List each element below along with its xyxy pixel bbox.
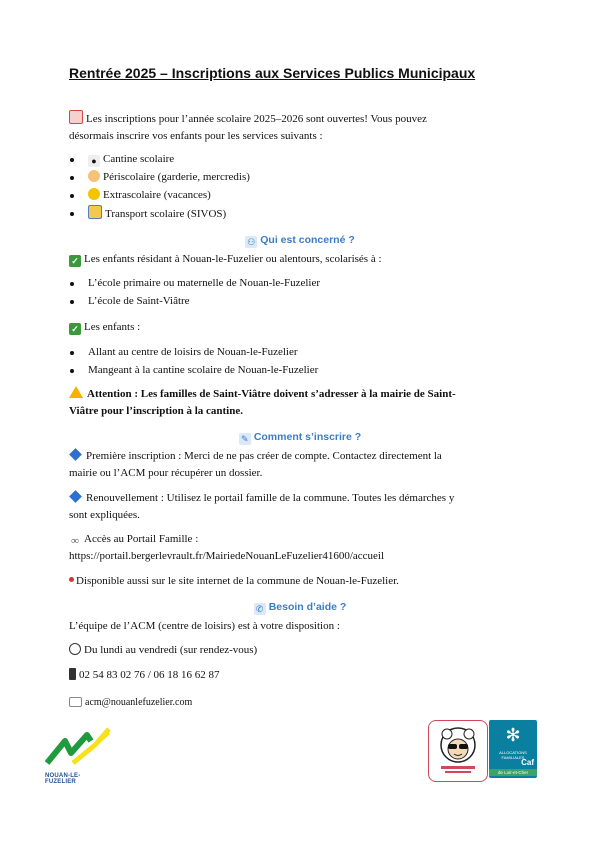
intro-line-1: Les inscriptions pour l’année scolaire 2025–2026 sont ouvertes! Vous pouvez bbox=[86, 113, 427, 125]
list-item: Extrascolaire (vacances) bbox=[69, 187, 531, 205]
plate-icon: ● bbox=[88, 155, 100, 167]
intro-line-2: désormais inscrire vos enfants pour les services suivants : bbox=[69, 130, 323, 142]
list-item: L’école primaire ou maternelle de Nouan-le-Fuzelier bbox=[69, 275, 531, 293]
children-list bbox=[69, 344, 531, 380]
warning-note: Attention : Les familles de Saint-Viâtre doivent s’adresser à la mairie de Saint- Viâtre pour l’inscription à la cantine. bbox=[69, 388, 456, 417]
check-icon: ✓ bbox=[69, 323, 81, 335]
section-heading-help: ✆ Besoin d’aide ? bbox=[69, 601, 531, 615]
team-line: L’équipe de l’ACM (centre de loisirs) est à votre disposition : bbox=[69, 620, 340, 632]
email-line bbox=[69, 694, 531, 711]
renewal-paragraph: Renouvellement : Utilisez le portail famille de la commune. Toutes les démarches y sont expliquées. bbox=[69, 492, 455, 521]
caf-brand: Caf bbox=[521, 758, 534, 767]
snowflake-icon: ✻ bbox=[505, 724, 521, 745]
clock-icon bbox=[69, 643, 81, 655]
first-registration-paragraph: Première inscription : Merci de ne pas créer de compte. Contactez directement la mairie ou l’ACM pour récupérer un dossier. bbox=[69, 450, 442, 479]
link-icon: ∞ bbox=[71, 535, 79, 547]
website-note: Disponible aussi sur le site internet de la commune de Nouan-le-Fuzelier. bbox=[69, 573, 531, 590]
children-intro: ✓ Les enfants : bbox=[69, 319, 531, 336]
town-logo-graphic bbox=[45, 727, 111, 767]
town-logo-label: NOUAN-LE-FUZELIER bbox=[45, 773, 81, 785]
list-item: Allant au centre de loisirs de Nouan-le-Fuzelier bbox=[69, 344, 531, 362]
list-item: Mangeant à la cantine scolaire de Nouan-le-Fuzelier bbox=[69, 362, 531, 380]
list-item: L’école de Saint-Viâtre bbox=[69, 293, 531, 311]
list-item: Périscolaire (garderie, mercredis) bbox=[69, 169, 531, 187]
phone-icon: ✆ bbox=[254, 603, 266, 615]
list-item: Transport scolaire (SIVOS) bbox=[69, 205, 531, 223]
services-list bbox=[69, 151, 531, 223]
diamond-icon bbox=[69, 448, 82, 461]
caf-subtitle: ALLOCATIONS FAMILIALES bbox=[499, 750, 527, 760]
town-logo bbox=[45, 727, 111, 785]
section-heading-who: ⚇ Qui est concerné ? bbox=[247, 234, 355, 247]
child-icon bbox=[88, 170, 100, 182]
portal-paragraph: ∞ Accès au Portail Famille : https://portail.bergerlevrault.fr/MairiedeNouanLeFuzelier41600/accueil bbox=[69, 531, 531, 565]
residents-intro: ✓ Les enfants résidant à Nouan-le-Fuzelier ou alentours, scolarisés à : bbox=[69, 251, 531, 268]
mobile-icon bbox=[69, 668, 76, 680]
people-icon: ⚇ bbox=[247, 237, 256, 247]
caf-logo bbox=[489, 720, 537, 778]
sun-icon bbox=[88, 188, 100, 200]
section-heading-how: ✎ Comment s’inscrire ? bbox=[69, 431, 531, 445]
check-icon: ✓ bbox=[69, 255, 81, 267]
pin-icon bbox=[69, 577, 74, 582]
calendar-icon bbox=[69, 110, 83, 124]
intro-paragraph bbox=[69, 110, 531, 145]
page-title: Rentrée 2025 – Inscriptions aux Services Publics Municipaux bbox=[69, 65, 476, 81]
phones-line: 02 54 83 02 76 / 06 18 16 62 87 bbox=[69, 667, 531, 684]
hours-line: Du lundi au vendredi (sur rendez-vous) bbox=[69, 642, 531, 659]
email-link[interactable]: acm@nouanlefuzelier.com bbox=[85, 697, 193, 708]
envelope-icon bbox=[69, 697, 82, 707]
warning-icon bbox=[69, 386, 83, 398]
bus-icon bbox=[88, 205, 102, 219]
list-item: ● Cantine scolaire bbox=[69, 151, 531, 169]
sheep-graphic bbox=[429, 721, 487, 781]
diamond-icon bbox=[69, 490, 82, 503]
schools-list bbox=[69, 275, 531, 311]
memo-icon: ✎ bbox=[239, 433, 251, 445]
portal-link[interactable]: https://portail.bergerlevrault.fr/MairiedeNouanLeFuzelier41600/accueil bbox=[69, 550, 385, 562]
sheep-logo bbox=[428, 720, 488, 782]
caf-region: de Loir-et-Cher bbox=[489, 769, 537, 776]
